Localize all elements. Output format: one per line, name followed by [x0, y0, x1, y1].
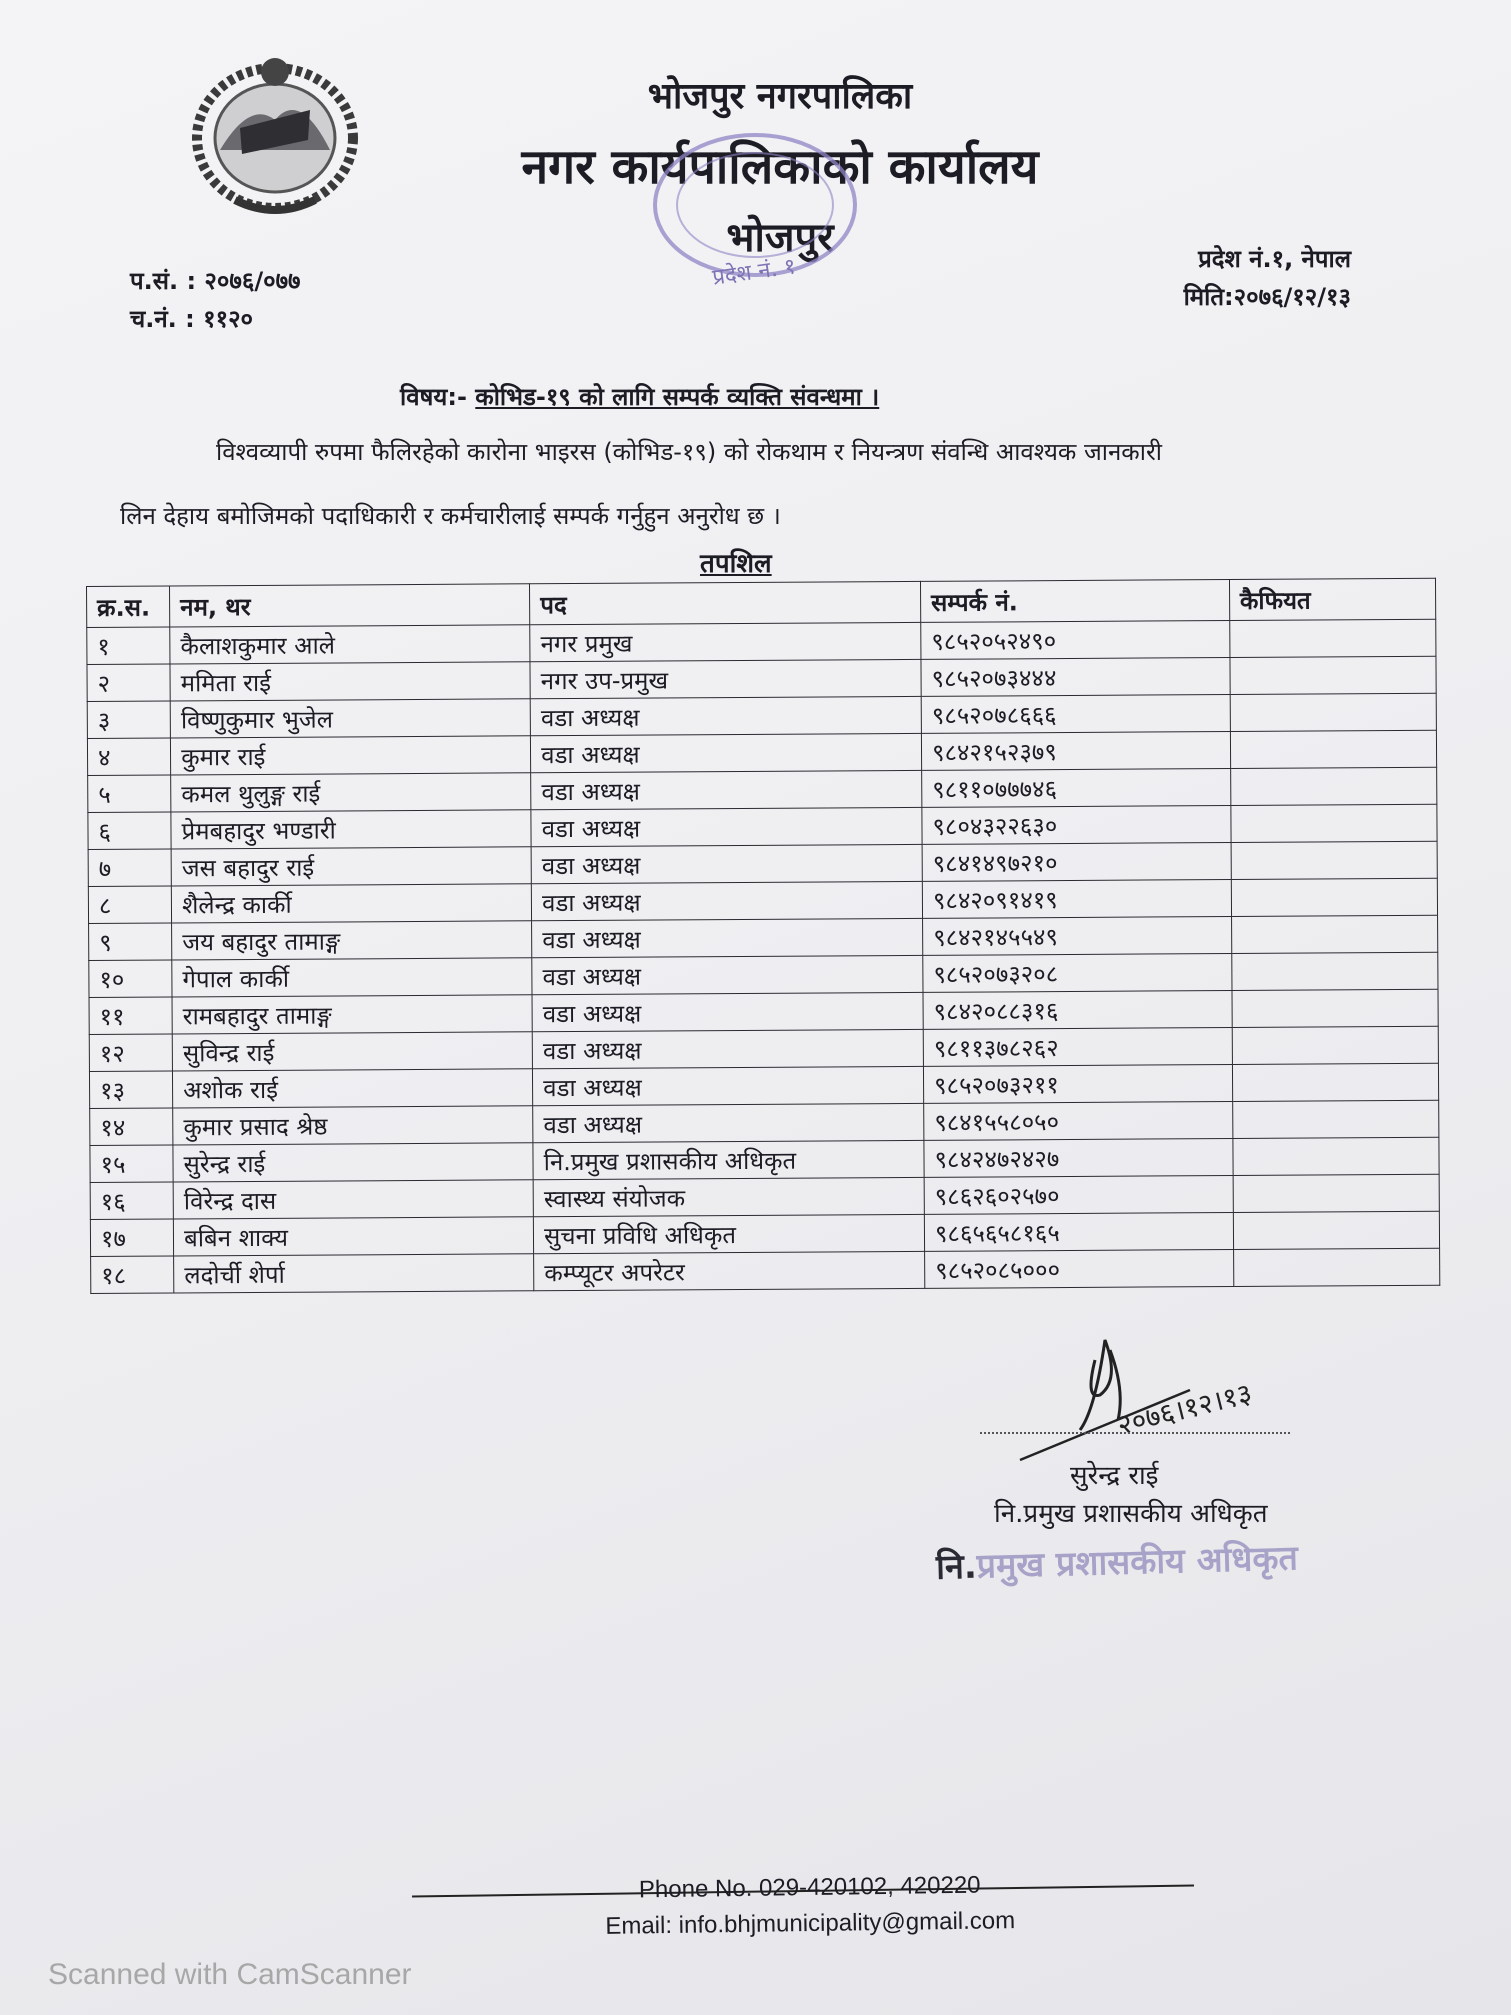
ps-value: २०७६/०७७ [204, 267, 301, 295]
office-name: नगर कार्यपालिकाको कार्यालय [521, 139, 1039, 195]
cell-contact: ९८११३७८२६२ [923, 1028, 1232, 1067]
cell-remarks [1230, 693, 1436, 731]
cell-name: बबिन शाक्य [173, 1217, 533, 1256]
ps-line [130, 262, 301, 300]
cell-position: नगर उप-प्रमुख [530, 659, 921, 698]
cell-position: वडा अध्यक्ष [531, 733, 922, 772]
cell-remarks [1230, 730, 1436, 768]
cell-name: कुमार प्रसाद श्रेष्ठ [173, 1106, 533, 1145]
cell-position: नगर प्रमुख [530, 622, 921, 661]
cell-remarks [1231, 804, 1437, 842]
cell-name: प्रेमबहादुर भण्डारी [171, 810, 531, 849]
cell-remarks [1232, 1063, 1438, 1101]
footer-contact [420, 1865, 1201, 1948]
cell-contact: ९८५२०७३२११ [923, 1065, 1232, 1104]
cell-contact: ९८४२०९१४१९ [922, 880, 1231, 919]
cell-name: विरेन्द्र दास [173, 1180, 533, 1219]
cell-position: वडा अध्यक्ष [533, 1066, 924, 1105]
cell-serial: १३ [89, 1071, 172, 1109]
ps-label: प.सं. : [130, 267, 197, 295]
cell-position: वडा अध्यक्ष [532, 992, 923, 1031]
body-line-2: लिन देहाय बमोजिमको पदाधिकारी र कर्मचारीलाई सम्पर्क गर्नुहुन अनुरोध छ । [120, 502, 781, 530]
handwritten-signature [1000, 1320, 1360, 1470]
cell-contact: ९८५२०७८६६६ [921, 695, 1230, 734]
cell-serial: ११ [89, 997, 172, 1035]
header-contact: सम्पर्क नं. [920, 580, 1229, 623]
cell-position: वडा अध्यक्ष [531, 770, 922, 809]
cell-position: वडा अध्यक्ष [531, 844, 922, 883]
municipality-name: भोजपुर नगरपालिका [647, 76, 913, 117]
cell-serial: १६ [90, 1182, 173, 1220]
cell-serial: १० [89, 960, 172, 998]
footer-phone: Phone No. 029-420102, 420220 [638, 1871, 981, 1904]
cell-serial: ८ [88, 886, 171, 924]
table-row [91, 1248, 1440, 1293]
cell-serial: ६ [88, 812, 171, 850]
cell-remarks [1230, 656, 1436, 694]
cell-serial: ५ [88, 775, 171, 813]
contact-table [86, 578, 1440, 1294]
reference-block [130, 262, 301, 338]
cell-remarks [1231, 878, 1437, 916]
cell-serial: १४ [90, 1108, 173, 1146]
stamp-rest: प्रमुख प्रशासकीय अधिकृत [976, 1538, 1299, 1587]
header-position: पद [530, 581, 921, 624]
cell-name: रामबहादुर तामाङ्ग [172, 995, 532, 1034]
cell-name: अशोक राई [173, 1069, 533, 1108]
subject-text: कोभिड-१९ को लागि सम्पर्क व्यक्ति संवन्धमा । [475, 383, 880, 411]
cell-position: नि.प्रमुख प्रशासकीय अधिकृत [533, 1140, 924, 1179]
cell-name: गेपाल कार्की [172, 958, 532, 997]
cell-position: वडा अध्यक्ष [532, 1029, 923, 1068]
cn-line [130, 300, 301, 338]
cn-label: च.नं. : [130, 305, 195, 333]
cell-serial: २ [87, 664, 170, 702]
cell-remarks [1232, 989, 1438, 1027]
cell-contact: ९८४२१५२३७९ [921, 732, 1230, 771]
cell-name: विष्णुकुमार भुजेल [170, 699, 530, 738]
cell-position: वडा अध्यक्ष [533, 1103, 924, 1142]
cell-contact: ९८४२४७२४२७ [924, 1139, 1233, 1178]
cell-remarks [1233, 1174, 1439, 1212]
cell-serial: ३ [87, 701, 170, 739]
cell-remarks [1233, 1248, 1439, 1286]
cell-name: सुरेन्द्र राई [173, 1143, 533, 1182]
signatory-title: नि.प्रमुख प्रशासकीय अधिकृत [994, 1499, 1268, 1529]
cell-name: लदोर्ची शेर्पा [174, 1254, 534, 1293]
cell-serial: १७ [90, 1219, 173, 1257]
cell-contact: ९८५२०५२४९० [921, 621, 1230, 660]
stamp-prefix: नि. [935, 1546, 978, 1588]
cell-remarks [1231, 841, 1437, 879]
footer-email: Email: info.bhjmunicipality@gmail.com [605, 1907, 1016, 1940]
cell-name: सुविन्द्र राई [172, 1032, 532, 1071]
cell-name: जस बहादुर राई [171, 847, 531, 886]
table-title: तपशिल [700, 549, 772, 579]
cell-remarks [1233, 1211, 1439, 1249]
cell-name: शैलेन्द्र कार्की [171, 884, 531, 923]
cell-remarks [1232, 952, 1438, 990]
office-place: भोजपुर [726, 215, 834, 261]
province-block [1184, 240, 1351, 316]
seal-text: प्रदेश नं. १ [710, 254, 798, 291]
cell-contact: ९८५२०७३२०८ [923, 954, 1232, 993]
cell-contact: ९८४२१४५५४९ [923, 917, 1232, 956]
cell-position: वडा अध्यक्ष [530, 696, 921, 735]
cell-contact: ९८५२०७३४४४ [921, 658, 1230, 697]
cell-contact: ९८६२६०२५७० [924, 1176, 1233, 1215]
cell-contact: ९८४२०८८३१६ [923, 991, 1232, 1030]
cell-contact: ९८४१४९७२१० [922, 843, 1231, 882]
header-serial: क्र.स. [87, 586, 170, 628]
cell-name: ममिता राई [170, 662, 530, 701]
cell-name: कुमार राई [171, 736, 531, 775]
cell-remarks [1233, 1137, 1439, 1175]
header-remarks: कैफियत [1229, 578, 1435, 620]
cell-position: वडा अध्यक्ष [531, 807, 922, 846]
subject-line [400, 380, 879, 413]
nepal-emblem-logo [180, 50, 370, 220]
subject-label: विषय:- [400, 383, 467, 411]
cell-remarks [1230, 767, 1436, 805]
cell-serial: ४ [87, 738, 170, 776]
cell-contact: ९८६५६५८१६५ [924, 1213, 1233, 1252]
cell-name: कैलाशकुमार आले [170, 625, 530, 664]
cell-serial: १८ [91, 1256, 174, 1294]
body-line-1: विश्वव्यापी रुपमा फैलिरहेको कारोना भाइरस (कोभिड-१९) को रोकथाम र नियन्त्रण संवन्धि आवश्यक जानकारी [216, 438, 1162, 466]
signature-date: २०७६।१२।१३ [1113, 1376, 1256, 1442]
header-name: नम, थर [170, 584, 530, 627]
cell-remarks [1230, 619, 1436, 657]
cell-position: स्वास्थ्य संयोजक [533, 1177, 924, 1216]
province-line: प्रदेश नं.१, नेपाल [1198, 245, 1351, 273]
cell-serial: १ [87, 627, 170, 665]
letter-date: मिति:२०७६/१२/१३ [1183, 283, 1351, 311]
cell-position: वडा अध्यक्ष [531, 881, 922, 920]
cell-remarks [1232, 1100, 1438, 1138]
cell-position: कम्प्यूटर अपरेटर [534, 1251, 925, 1290]
cn-value: ११२० [203, 305, 254, 333]
cell-remarks [1232, 1026, 1438, 1064]
cell-contact: ९८०४३२२६३० [922, 806, 1231, 845]
signatory-name: सुरेन्द्र राई [1070, 1461, 1159, 1491]
cell-serial: ९ [89, 923, 172, 961]
cell-name: कमल थुलुङ्ग राई [171, 773, 531, 812]
signature-dotted-line [980, 1432, 1290, 1434]
designation-stamp [935, 1533, 1298, 1588]
cell-serial: ७ [88, 849, 171, 887]
cell-position: वडा अध्यक्ष [532, 955, 923, 994]
cell-contact: ९८५२०८५००० [925, 1250, 1234, 1289]
letter-body [120, 420, 1380, 548]
cell-serial: १५ [90, 1145, 173, 1183]
cell-position: सुचना प्रविधि अधिकृत [534, 1214, 925, 1253]
cell-contact: ९८११०७७७४६ [922, 769, 1231, 808]
cell-position: वडा अध्यक्ष [532, 918, 923, 957]
cell-name: जय बहादुर तामाङ्ग [172, 921, 532, 960]
scanner-watermark: Scanned with CamScanner [48, 1958, 412, 1991]
cell-contact: ९८४१५५८०५० [924, 1102, 1233, 1141]
cell-serial: १२ [89, 1034, 172, 1072]
cell-remarks [1231, 915, 1437, 953]
